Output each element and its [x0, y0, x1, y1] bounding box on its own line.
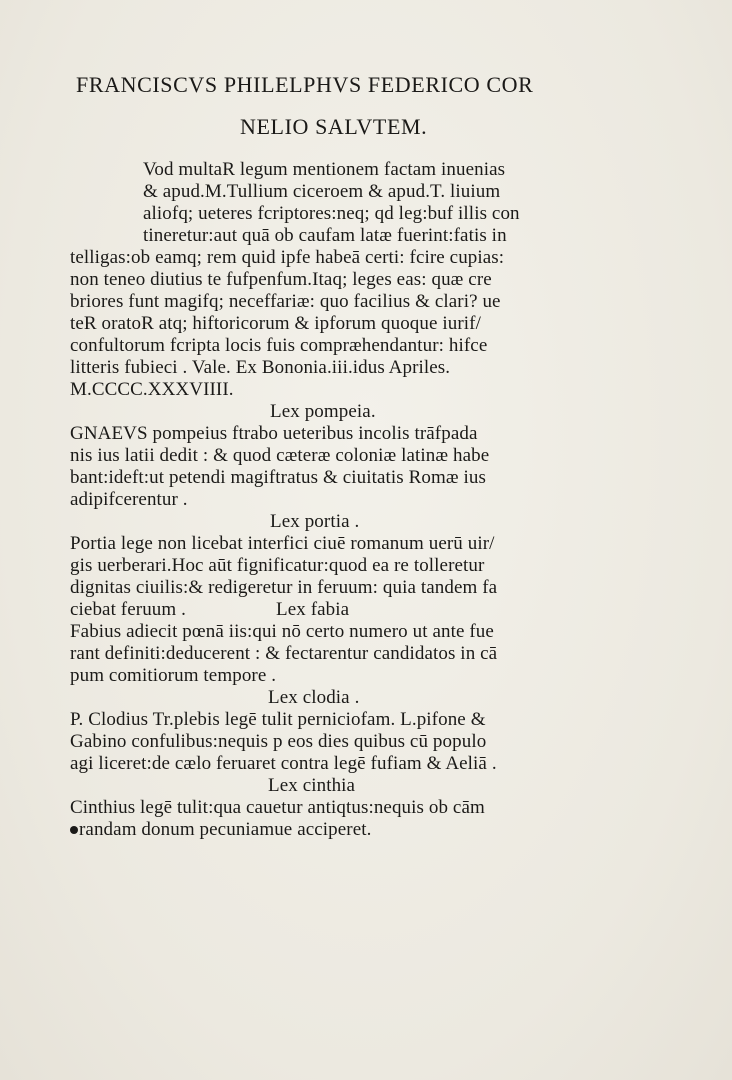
heading-line-2: NELIO SALVTEM.: [240, 114, 428, 139]
law-line-with-mark: [70, 819, 372, 841]
letter-line: teR oratoR atq; hiftoricorum & ipforum quoque iurif/: [70, 313, 481, 334]
law-line: P. Clodius Tr.plebis legē tulit perniciofam. L.pifone &: [70, 709, 486, 730]
ink-blot-icon: [70, 826, 78, 834]
law-line: dignitas ciuilis:& redigeretur in feruum: quia tandem fa: [70, 577, 498, 598]
letter-line: litteris fubieci . Vale. Ex Bononia.iii.idus Apriles.: [70, 357, 451, 378]
law-line: GNAEVS pompeius ftrabo ueteribus incolis trāfpada: [70, 423, 478, 444]
letter-date: M.CCCC.XXXVIIII.: [70, 379, 234, 400]
law-line: adipifcerentur .: [70, 489, 188, 510]
law-line-text: randam donum pecuniamue acciperet.: [79, 819, 372, 840]
law-line: gis uerberari.Hoc aūt fignificatur:quod ea re tolleretur: [70, 555, 485, 576]
letter-line: telligas:ob eamq; rem quid ipfe habeā certi: fcire cupias:: [70, 247, 505, 268]
law-title-cinthia: Lex cinthia: [268, 775, 356, 796]
law-line: Cinthius legē tulit:qua cauetur antiqtus:nequis ob cām: [70, 797, 485, 818]
law-title-clodia: Lex clodia .: [268, 687, 360, 708]
letter-line: Vod multaR legum mentionem factam inuenias: [143, 159, 506, 180]
law-title-fabia: Lex fabia: [276, 599, 350, 620]
law-line: ciebat feruum .: [70, 599, 186, 620]
law-line: nis ius latii dedit : & quod cæteræ coloniæ latinæ habe: [70, 445, 490, 466]
law-line: Gabino confulibus:nequis p eos dies quibus cū populo: [70, 731, 487, 752]
law-line: Portia lege non licebat interfici ciuē romanum uerū uir/: [70, 533, 495, 554]
letter-line: tineretur:aut quā ob caufam latæ fuerint:fatis in: [143, 225, 507, 246]
law-line: agi liceret:de cælo feruaret contra legē fufiam & Aeliā .: [70, 753, 497, 774]
heading-line-1: FRANCISCVS PHILELPHVS FEDERICO COR: [76, 72, 534, 97]
letter-line: confultorum fcripta locis fuis compræhendantur: hifce: [70, 335, 488, 356]
law-title-pompeia: Lex pompeia.: [270, 401, 376, 422]
law-title-portia: Lex portia .: [270, 511, 360, 532]
letter-line: aliofq; ueteres fcriptores:neq; qd leg:buf illis con: [143, 203, 520, 224]
law-line: pum comitiorum tempore .: [70, 665, 277, 686]
law-line: Fabius adiecit pœnā iis:qui nō certo numero ut ante fue: [70, 621, 494, 642]
law-line: bant:ideft:ut petendi magiftratus & ciuitatis Romæ ius: [70, 467, 486, 488]
letter-line: & apud.M.Tullium ciceroem & apud.T. liuium: [143, 181, 501, 202]
letter-line: briores funt magifq; neceffariæ: quo facilius & clari? ue: [70, 291, 501, 312]
law-line: rant definiti:deducerent : & fectarentur candidatos in cā: [70, 643, 498, 664]
letter-line: non teneo diutius te fufpenfum.Itaq; leges eas: quæ cre: [70, 269, 492, 290]
